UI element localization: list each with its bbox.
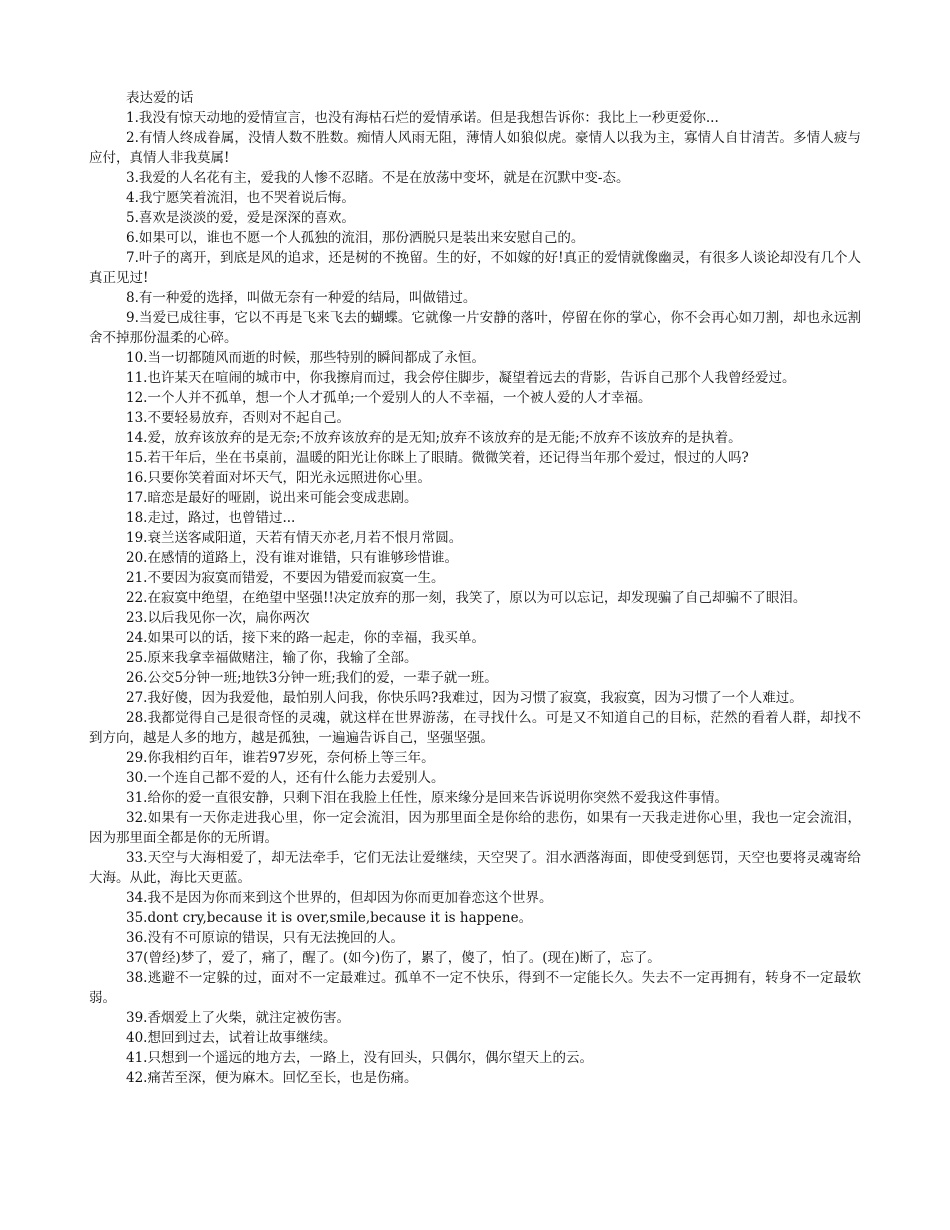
paragraph: 17.暗恋是最好的哑剧，说出来可能会变成悲剧。 [126, 490, 418, 506]
paragraph: 31.给你的爱一直很安静，只剩下泪在我脸上任性，原来缘分是回来告诉说明你突然不爱我这件事情。 [126, 790, 728, 806]
paragraph: 2.有情人终成眷属，没情人数不胜数。痴情人风雨无阻，薄情人如狼似虎。豪情人以我为主，寡情人自甘清苦。多情人疲与应付，真情人非我莫属! [89, 130, 861, 166]
paragraph: 16.只要你笑着面对坏天气，阳光永远照进你心里。 [126, 470, 431, 486]
paragraph-list [89, 108, 861, 1088]
paragraph: 8.有一种爱的选择，叫做无奈有一种爱的结局，叫做错过。 [126, 290, 477, 306]
paragraph: 12.一个人并不孤单，想一个人才孤单;一个爱别人的人不幸福，一个被人爱的人才幸福。 [126, 390, 652, 406]
paragraph: 19.衰兰送客咸阳道，天若有情天亦老,月若不恨月常圆。 [126, 530, 463, 546]
paragraph: 9.当爱已成往事，它以不再是飞来飞去的蝴蝶。它就像一片安静的落叶，停留在你的掌心，你不会再心如刀割，却也永远割舍不掉那份温柔的心碎。 [89, 310, 861, 346]
paragraph: 26.公交5分钟一班;地铁3分钟一班;我们的爱，一辈子就一班。 [126, 670, 498, 686]
paragraph: 27.我好傻，因为我爱他，最怕别人问我，你快乐吗?我难过，因为习惯了寂寞，我寂寞，因为习惯了一个人难过。 [126, 690, 803, 706]
paragraph: 37(曾经)梦了，爱了，痛了，醒了。(如今)伤了，累了，傻了，怕了。(现在)断了，忘了。 [126, 950, 661, 966]
paragraph: 42.痛苦至深，便为麻木。回忆至长，也是伤痛。 [126, 1070, 418, 1086]
paragraph: 35.dont cry,because it is over,smile,because it is happene。 [126, 910, 533, 926]
paragraph: 38.逃避不一定躲的过，面对不一定最难过。孤单不一定不快乐，得到不一定能长久。失去不一定再拥有，转身不一定最软弱。 [89, 970, 861, 1006]
document-page [89, 88, 861, 1088]
paragraph: 1.我没有惊天动地的爱情宣言，也没有海枯石烂的爱情承诺。但是我想告诉你：我比上一秒更爱你... [126, 110, 719, 126]
paragraph: 33.天空与大海相爱了，却无法牵手，它们无法让爱继续，天空哭了。泪水洒落海面，即使受到惩罚，天空也要将灵魂寄给大海。从此，海比天更蓝。 [89, 850, 861, 886]
paragraph: 18.走过，路过，也曾错过... [126, 510, 296, 526]
paragraph: 13.不要轻易放弃，否则对不起自己。 [126, 410, 350, 426]
paragraph: 3.我爱的人名花有主，爱我的人惨不忍睹。不是在放荡中变坏，就是在沉默中变-态。 [126, 170, 630, 186]
paragraph: 5.喜欢是淡淡的爱，爱是深深的喜欢。 [126, 210, 355, 226]
paragraph: 40.想回到过去，试着让故事继续。 [126, 1030, 337, 1046]
paragraph: 10.当一切都随风而逝的时候，那些特别的瞬间都成了永恒。 [126, 350, 485, 366]
paragraph: 36.没有不可原谅的错误，只有无法挽回的人。 [126, 930, 404, 946]
paragraph: 20.在感情的道路上，没有谁对谁错，只有谁够珍惜谁。 [126, 550, 458, 566]
paragraph: 41.只想到一个遥远的地方去，一路上，没有回头，只偶尔，偶尔望天上的云。 [126, 1050, 593, 1066]
paragraph: 7.叶子的离开，到底是风的追求，还是树的不挽留。生的好，不如嫁的好!真正的爱情就像幽灵，有很多人谈论却没有几个人真正见过! [89, 250, 861, 286]
paragraph: 11.也许某天在喧闹的城市中，你我擦肩而过，我会停住脚步，凝望着远去的背影，告诉自己那个人我曾经爱过。 [126, 370, 796, 386]
paragraph: 22.在寂寞中绝望，在绝望中坚强!!决定放弃的那一刻，我笑了，原以为可以忘记，却发现骗了自己却骗不了眼泪。 [126, 590, 807, 606]
paragraph: 32.如果有一天你走进我心里，你一定会流泪，因为那里面全是你给的悲伤，如果有一天我走进你心里，我也一定会流泪，因为那里面全都是你的无所谓。 [89, 810, 861, 846]
paragraph: 15.若干年后，坐在书桌前，温暖的阳光让你眯上了眼睛。微微笑着，还记得当年那个爱过，恨过的人吗? [126, 450, 749, 466]
paragraph: 14.爱，放弃该放弃的是无奈;不放弃该放弃的是无知;放弃不该放弃的是无能;不放弃不该放弃的是执着。 [126, 430, 742, 446]
paragraph: 21.不要因为寂寞而错爱，不要因为错爱而寂寞一生。 [126, 570, 445, 586]
paragraph: 6.如果可以，谁也不愿一个人孤独的流泪，那份洒脱只是装出来安慰自己的。 [126, 230, 585, 246]
paragraph: 4.我宁愿笑着流泪，也不哭着说后悔。 [126, 190, 355, 206]
paragraph: 25.原来我拿幸福做赌注，输了你，我输了全部。 [126, 650, 418, 666]
paragraph: 28.我都觉得自己是很奇怪的灵魂，就这样在世界游荡，在寻找什么。可是又不知道自己的目标，茫然的看着人群，却找不到方向，越是人多的地方，越是孤独，一遍遍告诉自己，坚强坚强。 [89, 710, 861, 746]
paragraph: 30.一个连自己都不爱的人，还有什么能力去爱别人。 [126, 770, 445, 786]
paragraph: 23.以后我见你一次，扁你两次 [126, 610, 310, 626]
paragraph: 29.你我相约百年，谁若97岁死，奈何桥上等三年。 [126, 750, 435, 766]
paragraph: 24.如果可以的话，接下来的路一起走，你的幸福，我买单。 [126, 630, 485, 646]
paragraph: 34.我不是因为你而来到这个世界的，但却因为你而更加眷恋这个世界。 [126, 890, 553, 906]
paragraph: 39.香烟爱上了火柴，就注定被伤害。 [126, 1010, 350, 1026]
document-title: 表达爱的话 [126, 90, 194, 106]
